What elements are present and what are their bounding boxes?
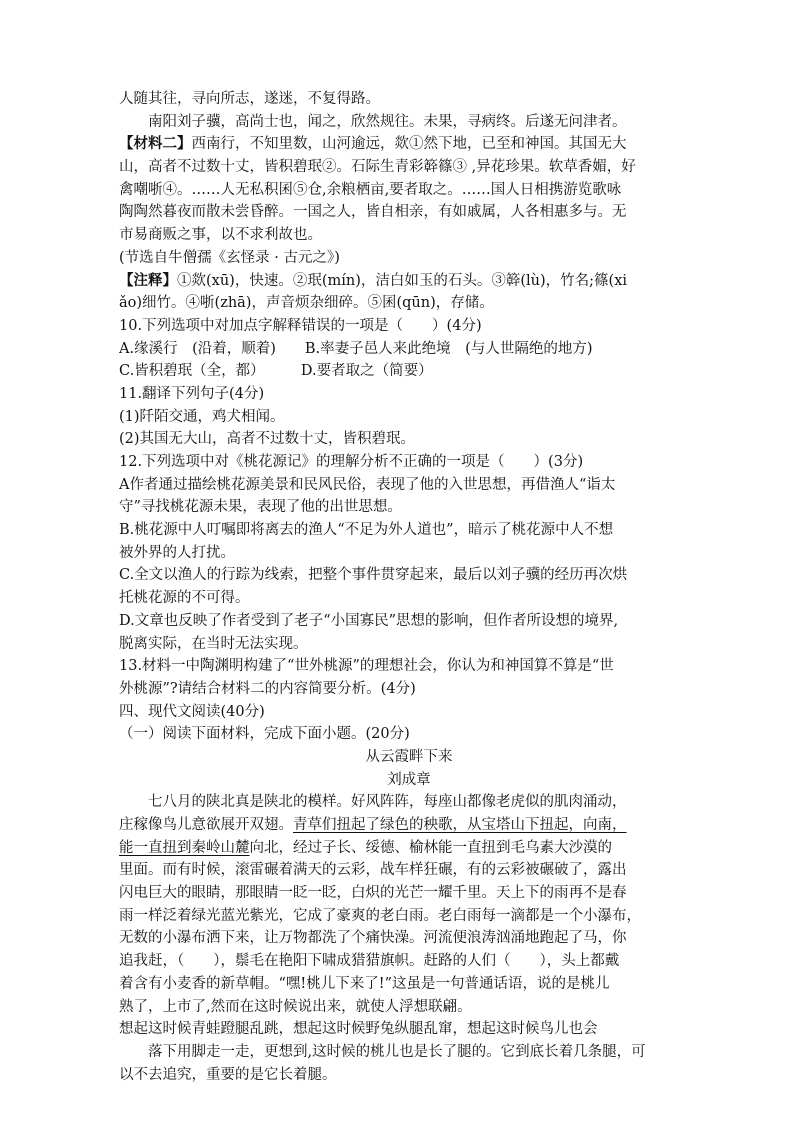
text-line: 陶陶然暮夜而散未尝昏醉。一国之人，皆自相亲，有如戚属，人各相惠多与。无	[119, 204, 627, 221]
source-note: (节选自牛僧孺《玄怪录 · 古元之》)	[119, 249, 340, 266]
article-author: 刘成章	[387, 771, 431, 788]
text-line: 山，高者不过数十丈，皆积碧珉②。石际生青彩簳篠③ ,异花珍果。软草香媚，好	[119, 159, 636, 176]
text-line: 禽嘲哳④。……人无私积囷⑤仓,余粮栖亩,要者取之。……国人日相携游览歌咏	[119, 181, 622, 198]
question-11: 11.翻译下列句子(4分)	[119, 385, 265, 402]
text-line: 追我赶，（ ），鬃毛在艳阳下啸成猎猎旗帜。赶路的人们（ ），头上都戴	[119, 953, 620, 970]
section-heading: 四、现代文阅读(40分)	[119, 703, 265, 720]
option-line: A作者通过描绘桃花源美景和民风民俗，表现了他的入世思想，再借渔人“诣太	[119, 476, 616, 493]
text-span: 庄稼像鸟儿意欲展开双翅。	[119, 817, 293, 833]
material2-label: 【材料二】	[119, 135, 192, 153]
text-line: 无数的小瀑布洒下来，让万物都洗了个痛快澡。河流便浪涛汹涌地跑起了马，你	[119, 930, 627, 947]
text-line	[119, 133, 679, 156]
text-line: 雨一样泛着绿光蓝光紫光，它成了豪爽的老白雨。老白雨每一滴都是一个小瀑布，	[119, 907, 641, 924]
text-line: 市易商贩之事，以不求利故也。	[119, 227, 322, 244]
notes-label: 【注释】	[119, 271, 177, 289]
text-line: 着含有小麦香的新草帽。“嘿!桃儿下来了!”这虽是一句普通话语，说的是桃儿	[119, 975, 610, 992]
text-line: (1)阡陌交通，鸡犬相闻。	[119, 408, 285, 425]
option-line: D.文章也反映了作者受到了老子“小国寡民”思想的影响，但作者所设想的境界,	[119, 612, 619, 629]
question-10: 10.下列选项中对加点字解释错误的一项是（ ）(4分)	[119, 317, 482, 334]
option-line: C.皆积碧珉（全，都） D.要者取之（简要）	[119, 363, 433, 380]
option-line: 被外界的人打扰。	[119, 544, 235, 561]
text-line	[119, 270, 679, 293]
article-title: 从云霞畔下来	[365, 748, 453, 765]
document-page	[119, 88, 679, 1109]
text-line: 以不去追究，重要的是它长着腿。	[119, 1066, 337, 1083]
text-span: 西南行，不知里数，山河逾远，欻①然下地，已至和神国。其国无大	[191, 136, 627, 153]
text-line: 想起这时候青蛙蹬腿乱跳，想起这时候野兔纵腿乱窜，想起这时候鸟儿也会	[119, 1021, 598, 1038]
option-line: C.全文以渔人的行踪为线索，把整个事件贯穿起来，最后以刘子骥的经历再次烘	[119, 567, 628, 584]
text-line: ǎo)细竹。④哳(zhā)，声音烦杂细碎。⑤囷(qūn)，存储。	[119, 295, 494, 312]
underlined-sentence: 青草们扭起了绿色的秧歌，从宝塔山下扭起，向南，	[293, 817, 627, 833]
option-line: 托桃花源的不可得。	[119, 590, 250, 607]
text-line: 闪电巨大的眼睛，那眼睛一眨一眨，白炽的光芒一耀千里。天上下的雨再不是春	[119, 885, 627, 902]
text-line	[119, 814, 679, 837]
text-span: ①欻(xū)，快速。②珉(mín)，洁白如玉的石头。③簳(lù)，竹名;篠(xi	[177, 272, 628, 289]
option-line: 守”寻找桃花源未果，表现了他的出世思想。	[119, 499, 402, 516]
underlined-sentence: 能一直扭到秦岭山麓	[119, 839, 250, 856]
subsection-heading: （一）阅读下面材料，完成下面小题。(20分)	[119, 726, 410, 743]
option-line: 脱离实际，在当时无法实现。	[119, 635, 308, 652]
text-line	[119, 1086, 679, 1109]
text-line: 里面。而有时候，滚雷碾着满天的云彩，战车样狂碾，有的云彩被碾破了，露出	[119, 862, 627, 879]
question-13: 13.材料一中陶渊明构建了“世外桃源”的理想社会，你认为和神国算不算是“世	[119, 658, 614, 675]
option-line: B.桃花源中人叮嘱即将离去的渔人“不足为外人道也”，暗示了桃花源中人不想	[119, 522, 614, 539]
text-line	[119, 837, 679, 860]
text-span: 向北	[249, 839, 279, 856]
option-line: A.缘溪行 (沿着，顺着) B.率妻子邑人来此绝境 (与人世隔绝的地方)	[119, 340, 593, 357]
text-line: 落下用脚走一走，更想到,这时候的桃儿也是长了腿的。它到底长着几条腿，可	[148, 1043, 646, 1060]
question-12: 12.下列选项中对《桃花源记》的理解分析不正确的一项是（ ）(3分)	[119, 454, 584, 470]
text-line: (2)其国无大山，高者不过数十丈，皆积碧珉。	[119, 431, 416, 448]
text-line: 七八月的陕北真是陕北的模样。好风阵阵，每座山都像老虎似的肌肉涌动，	[148, 794, 627, 811]
text-line: 人随其往，寻向所志，遂迷，不复得路。	[119, 91, 380, 107]
text-line: 外桃源”?请结合材料二的内容简要分析。(4分)	[119, 680, 416, 697]
text-line: 南阳刘子骥，高尚士也，闻之，欣然规往。未果，寻病终。后遂无问津者。	[148, 113, 627, 130]
text-line: 熟了，上市了,然而在这时候说出来，就使人浮想联翩。	[119, 998, 472, 1015]
text-span: ，经过子长、绥德、榆林能一直扭到毛乌素大沙漠的	[278, 839, 612, 856]
